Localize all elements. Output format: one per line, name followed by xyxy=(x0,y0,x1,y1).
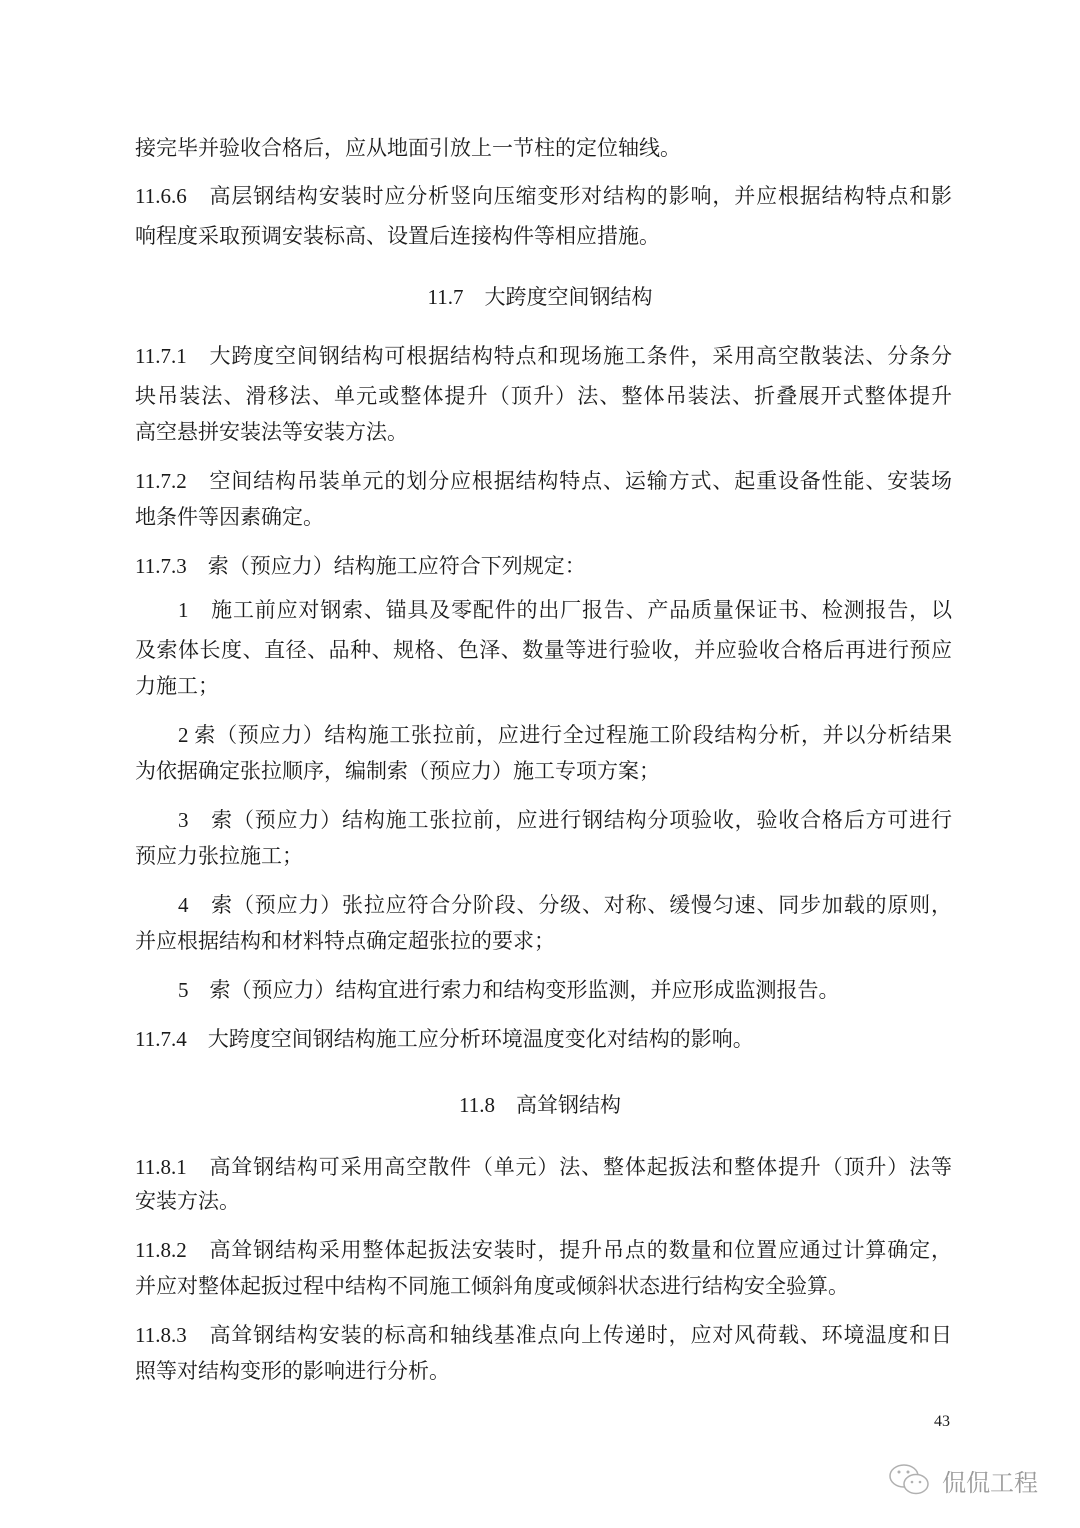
section-heading-11-8: 11.8 高耸钢结构 xyxy=(459,1093,621,1117)
text-line: 接完毕并验收合格后，应从地面引放上一节柱的定位轴线。 xyxy=(135,136,681,160)
list-item-2: 2 索（预应力）结构施工张拉前，应进行全过程施工阶段结构分析，并以分析结果 xyxy=(178,723,952,747)
text-line: 高空悬拼安装法等安装方法。 xyxy=(135,420,408,444)
clause-11-7-3: 11.7.3 索（预应力）结构施工应符合下列规定： xyxy=(135,554,586,578)
list-item-4: 4 索（预应力）张拉应符合分阶段、分级、对称、缓慢匀速、同步加载的原则， xyxy=(178,893,952,917)
list-item-1: 1 施工前应对钢索、锚具及零配件的出厂报告、产品质量保证书、检测报告，以 xyxy=(178,598,952,622)
wechat-icon xyxy=(888,1462,932,1498)
text-line: 为依据确定张拉顺序，编制索（预应力）施工专项方案； xyxy=(135,759,660,783)
text-line: 安装方法。 xyxy=(135,1189,240,1213)
watermark xyxy=(888,1462,1038,1498)
text-line: 地条件等因素确定。 xyxy=(135,505,324,529)
clause-11-8-2: 11.8.2 高耸钢结构采用整体起扳法安装时，提升吊点的数量和位置应通过计算确定， xyxy=(135,1238,952,1262)
section-heading-11-7: 11.7 大跨度空间钢结构 xyxy=(427,285,653,309)
text-line: 预应力张拉施工； xyxy=(135,844,303,868)
clause-11-8-1: 11.8.1 高耸钢结构可采用高空散件（单元）法、整体起扳法和整体提升（顶升）法等 xyxy=(135,1155,952,1179)
clause-11-7-2: 11.7.2 空间结构吊装单元的划分应根据结构特点、运输方式、起重设备性能、安装场 xyxy=(135,469,952,493)
text-line: 响程度采取预调安装标高、设置后连接构件等相应措施。 xyxy=(135,224,660,248)
page-number: 43 xyxy=(934,1413,950,1430)
text-line: 及索体长度、直径、品种、规格、色泽、数量等进行验收，并应验收合格后再进行预应 xyxy=(135,638,952,662)
text-line: 并应对整体起扳过程中结构不同施工倾斜角度或倾斜状态进行结构安全验算。 xyxy=(135,1274,849,1298)
clause-11-7-4: 11.7.4 大跨度空间钢结构施工应分析环境温度变化对结构的影响。 xyxy=(135,1027,754,1051)
text-line: 并应根据结构和材料特点确定超张拉的要求； xyxy=(135,929,555,953)
text-line: 力施工； xyxy=(135,674,219,698)
watermark-text: 侃侃工程 xyxy=(942,1468,1038,1497)
text-line: 块吊装法、滑移法、单元或整体提升（顶升）法、整体吊装法、折叠展开式整体提升 xyxy=(135,384,952,408)
clause-11-6-6: 11.6.6 高层钢结构安装时应分析竖向压缩变形对结构的影响，并应根据结构特点和影 xyxy=(135,184,952,208)
list-item-3: 3 索（预应力）结构施工张拉前，应进行钢结构分项验收，验收合格后方可进行 xyxy=(178,808,952,832)
clause-11-7-1: 11.7.1 大跨度空间钢结构可根据结构特点和现场施工条件，采用高空散装法、分条分 xyxy=(135,344,952,368)
clause-11-8-3: 11.8.3 高耸钢结构安装的标高和轴线基准点向上传递时，应对风荷载、环境温度和日 xyxy=(135,1323,952,1347)
text-line: 照等对结构变形的影响进行分析。 xyxy=(135,1359,450,1383)
list-item-5: 5 索（预应力）结构宜进行索力和结构变形监测，并应形成监测报告。 xyxy=(178,978,840,1002)
